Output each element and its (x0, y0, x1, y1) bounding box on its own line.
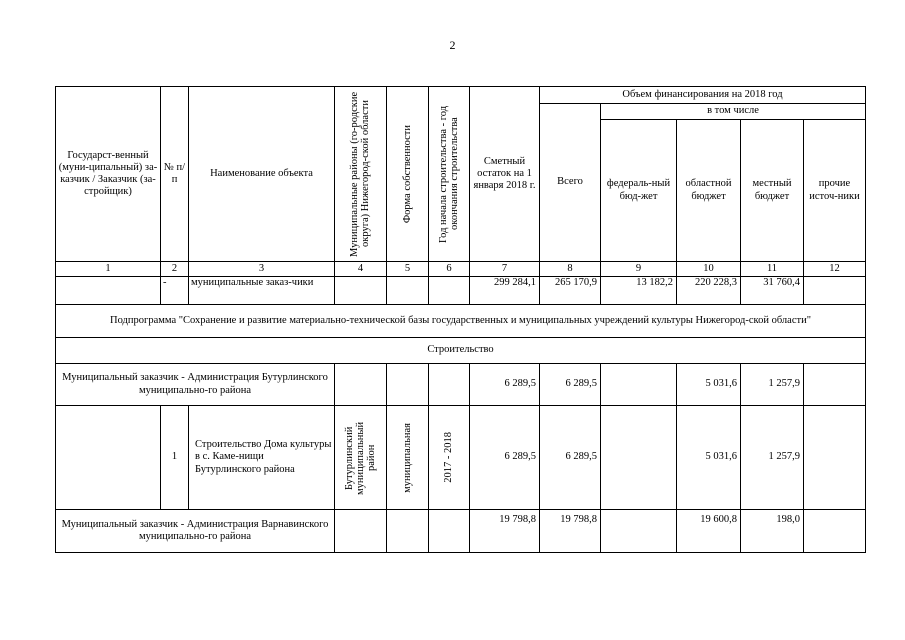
cell-empty (56, 277, 161, 305)
object-years: 2017 - 2018 (429, 406, 470, 510)
header-funding: Объем финансирования на 2018 год (540, 87, 866, 104)
header-balance: Сметный остаток на 1 января 2018 г. (470, 87, 540, 262)
table-row (56, 364, 866, 406)
cell-empty (335, 510, 387, 553)
cell-empty (601, 510, 677, 553)
cell-empty (429, 510, 470, 553)
section-title: Строительство (56, 338, 866, 364)
cell-empty (387, 277, 429, 305)
page-number: 2 (449, 38, 456, 52)
object-district: Бутурлинский муниципальный район (335, 406, 387, 510)
row-name: муниципальные заказ-чики (189, 277, 335, 305)
row-balance: 299 284,1 (470, 277, 540, 305)
col-number: 12 (804, 262, 866, 277)
customer-balance: 6 289,5 (470, 364, 540, 406)
budget-table (55, 86, 866, 553)
cell-empty (387, 510, 429, 553)
row-federal: 13 182,2 (601, 277, 677, 305)
row-regional: 220 228,3 (677, 277, 741, 305)
object-num: 1 (161, 406, 189, 510)
table-row (56, 510, 866, 553)
cell-empty (804, 364, 866, 406)
subprogram-title: Подпрограмма "Сохранение и развитие материально-технической базы государственных и муниципальных учреждений культуры Нижегород-ской области" (56, 305, 866, 338)
cell-empty (804, 277, 866, 305)
header-including: в том числе (601, 104, 866, 120)
customer-local: 198,0 (741, 510, 804, 553)
col-number: 6 (429, 262, 470, 277)
object-local: 1 257,9 (741, 406, 804, 510)
object-total: 6 289,5 (540, 406, 601, 510)
col-number: 11 (741, 262, 804, 277)
header-object-name: Наименование объекта (189, 87, 335, 262)
col-number: 3 (189, 262, 335, 277)
customer-regional: 19 600,8 (677, 510, 741, 553)
cell-empty (429, 277, 470, 305)
col-number: 2 (161, 262, 189, 277)
customer-name: Муниципальный заказчик - Администрация Бутурлинского муниципально-го района (56, 364, 335, 406)
customer-local: 1 257,9 (741, 364, 804, 406)
customer-balance: 19 798,8 (470, 510, 540, 553)
object-name: Строительство Дома культуры в с. Каме-нищи Бутурлинского района (189, 406, 335, 510)
customer-total: 6 289,5 (540, 364, 601, 406)
column-numbers-row (56, 262, 866, 277)
object-balance: 6 289,5 (470, 406, 540, 510)
header-other: прочие источ-ники (804, 120, 866, 262)
object-ownership: муниципальная (387, 406, 429, 510)
object-regional: 5 031,6 (677, 406, 741, 510)
customer-name: Муниципальный заказчик - Администрация Варнавинского муниципально-го района (56, 510, 335, 553)
header-local: местный бюджет (741, 120, 804, 262)
col-number: 7 (470, 262, 540, 277)
cell-empty (804, 406, 866, 510)
customer-regional: 5 031,6 (677, 364, 741, 406)
col-number: 8 (540, 262, 601, 277)
header-years: Год начала строительства - год окончания строительства (429, 87, 470, 262)
cell-empty (335, 277, 387, 305)
cell-empty (804, 510, 866, 553)
row-num: - (161, 277, 189, 305)
table-row (56, 277, 866, 305)
col-number: 9 (601, 262, 677, 277)
header-ownership: Форма собственности (387, 87, 429, 262)
cell-empty (387, 364, 429, 406)
header-federal: федераль-ный бюд-жет (601, 120, 677, 262)
cell-empty (601, 364, 677, 406)
cell-empty (56, 406, 161, 510)
cell-empty (601, 406, 677, 510)
col-number: 5 (387, 262, 429, 277)
header-customer: Государст-венный (муни-ципальный) за-казчик / Заказчик (за-стройщик) (56, 87, 161, 262)
row-local: 31 760,4 (741, 277, 804, 305)
cell-empty (429, 364, 470, 406)
col-number: 4 (335, 262, 387, 277)
row-total: 265 170,9 (540, 277, 601, 305)
header-num: № п/п (161, 87, 189, 262)
header-district: Муниципальные районы (го-родские округа) Нижегород-ской области (335, 87, 387, 262)
subprogram-row (56, 305, 866, 338)
customer-total: 19 798,8 (540, 510, 601, 553)
section-row (56, 338, 866, 364)
table-row (56, 406, 866, 510)
cell-empty (335, 364, 387, 406)
header-regional: областной бюджет (677, 120, 741, 262)
header-total: Всего (540, 104, 601, 262)
col-number: 10 (677, 262, 741, 277)
col-number: 1 (56, 262, 161, 277)
